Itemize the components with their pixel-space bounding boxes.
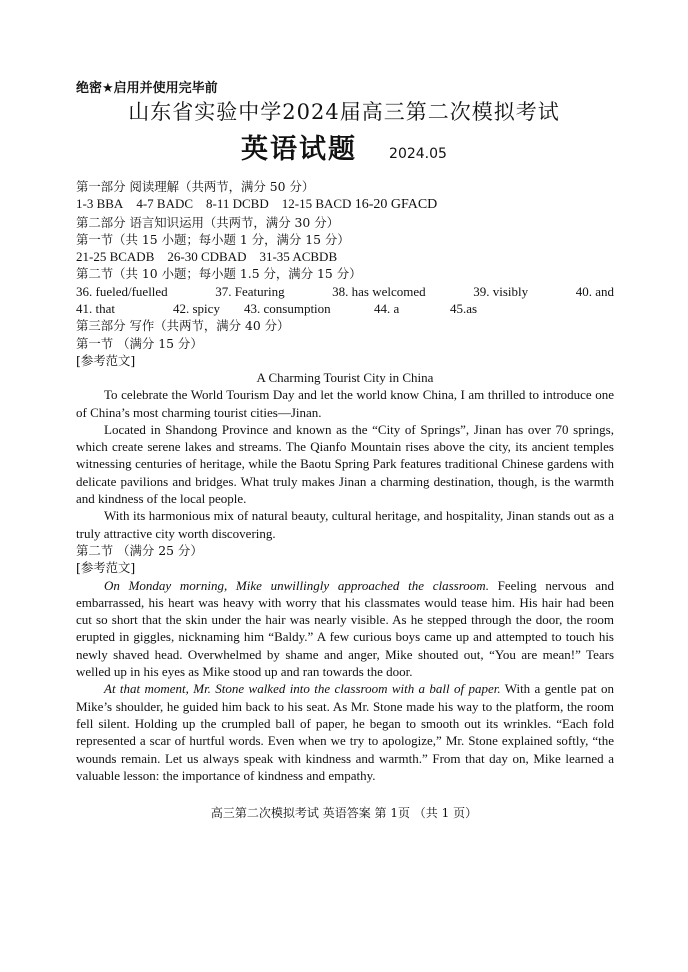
answer-group: 8-11 DCBD — [206, 196, 269, 212]
part2-section2-row1 — [76, 283, 614, 300]
answer-item: 44. a — [374, 301, 400, 317]
essay-paragraph: To celebrate the World Tourism Day and let the world know China, I am thrilled to introduce one of China’s most charming tourist cities—Jinan. — [76, 387, 614, 420]
sample-label: [参考范文] — [76, 352, 136, 368]
answer-group: 16-20 GFACD — [354, 197, 438, 213]
essay-block — [76, 369, 614, 784]
answer-item: 41. that — [76, 301, 115, 317]
answer-item: 42. spicy — [173, 301, 220, 317]
part2-section1-answers — [76, 248, 614, 265]
answer-item: 39. visibly — [473, 283, 529, 299]
exam-date: 2024.05 — [389, 146, 447, 162]
part2-section2-heading: 第二节（共 10 小题；每小题 1.5 分，满分 15 分） — [76, 266, 362, 282]
part2-section1-heading: 第一节（共 15 小题；每小题 1 分，满分 15 分） — [76, 231, 350, 247]
part2-heading: 第二部分 语言知识运用（共两节，满分 30 分） — [76, 214, 340, 230]
answer-group: 12-15 BACD — [281, 196, 352, 212]
confidential-label: 绝密★启用并使用完毕前 — [76, 81, 218, 96]
answer-item: 37. Featuring — [215, 283, 285, 299]
answer-group: 21-25 BCADB — [76, 249, 155, 265]
answer-item: 36. fueled/fuelled — [76, 283, 168, 299]
part1-answers — [76, 195, 476, 213]
title-row — [0, 127, 688, 166]
story-body: With a gentle pat on Mike’s shoulder, he guided him back to his seat. As Mr. Stone made his way to the platform, the room fell silent. Holding up the crumpled ball of paper, he began to smooth out its wrinkles. “Each fold represented a scar of hurtful words. Even when we try to apologize,” Mr. Stone explained softly, “the wounds remain. Let us always speak with kindness and warmth.” From that day on, Mike learned a valuable lesson: the importance of kindness and empathy. — [76, 681, 615, 783]
school-exam-title: 山东省实验中学2024届高三第二次模拟考试 — [128, 100, 560, 124]
answer-item: 45.as — [450, 301, 478, 317]
part1-heading: 第一部分 阅读理解（共两节，满分 50 分） — [76, 179, 315, 194]
story-paragraph — [76, 680, 614, 784]
answer-group: 31-35 ACBDB — [259, 249, 338, 265]
answers-block — [76, 178, 614, 369]
subject-title: 英语试题 — [241, 134, 358, 165]
answer-item: 43. consumption — [244, 301, 331, 317]
answer-group: 1-3 BBA — [76, 196, 124, 212]
part3-section2-heading: 第二节 （满分 25 分） — [76, 542, 203, 558]
answer-item: 40. and — [575, 283, 614, 299]
essay-paragraph: Located in Shandong Province and known as the “City of Springs”, Jinan has over 70 springs, which create serene lakes and streams. The Qianfo Mountain rises above the city, its ancient temples witnessing centuries of heritage, while the Baotu Spring Park features traditional Chinese gardens with delicate pavilions and bridges. What truly makes Jinan a charming destination, though, is the warmth and kindness of the local people. — [76, 421, 614, 507]
answer-group: 26-30 CDBAD — [167, 249, 247, 265]
story-lead-sentence: At that moment, Mr. Stone walked into the classroom with a ball of paper. — [104, 681, 501, 697]
sample-label: [参考范文] — [76, 560, 136, 576]
answer-group: 4-7 BADC — [136, 196, 194, 212]
story-lead-sentence: On Monday morning, Mike unwillingly approached the classroom. — [104, 577, 489, 593]
story-paragraph — [76, 577, 614, 681]
story-body: Feeling nervous and embarrassed, his heart was heavy with worry that his classmates would tease him. His hair had been cut so short that the skin under the hair was nearly visible. As he stepped through the door, the room erupted in giggles, nicknaming him “Baldy.” A few curious boys came up and attempted to touch his newly shaved head. Overwhelmed by shame and anger, Mike shouted out, “You are mean!” Tears welled up in his eyes as Mike stood up and ran towards the door. — [76, 577, 614, 680]
part3-section1-heading: 第一节 （满分 15 分） — [76, 335, 203, 351]
part3-heading: 第三部分 写作（共两节，满分 40 分） — [76, 318, 290, 334]
essay-paragraph: With its harmonious mix of natural beauty, cultural heritage, and hospitality, Jinan stands out as a truly attractive city worth discovering. — [76, 508, 614, 541]
essay-title: A Charming Tourist City in China — [256, 370, 434, 385]
answer-item: 38. has welcomed — [332, 283, 426, 299]
part2-section2-row2 — [76, 300, 614, 317]
page-footer: 高三第二次模拟考试 英语答案 第 1页 （共 1 页） — [210, 806, 478, 820]
